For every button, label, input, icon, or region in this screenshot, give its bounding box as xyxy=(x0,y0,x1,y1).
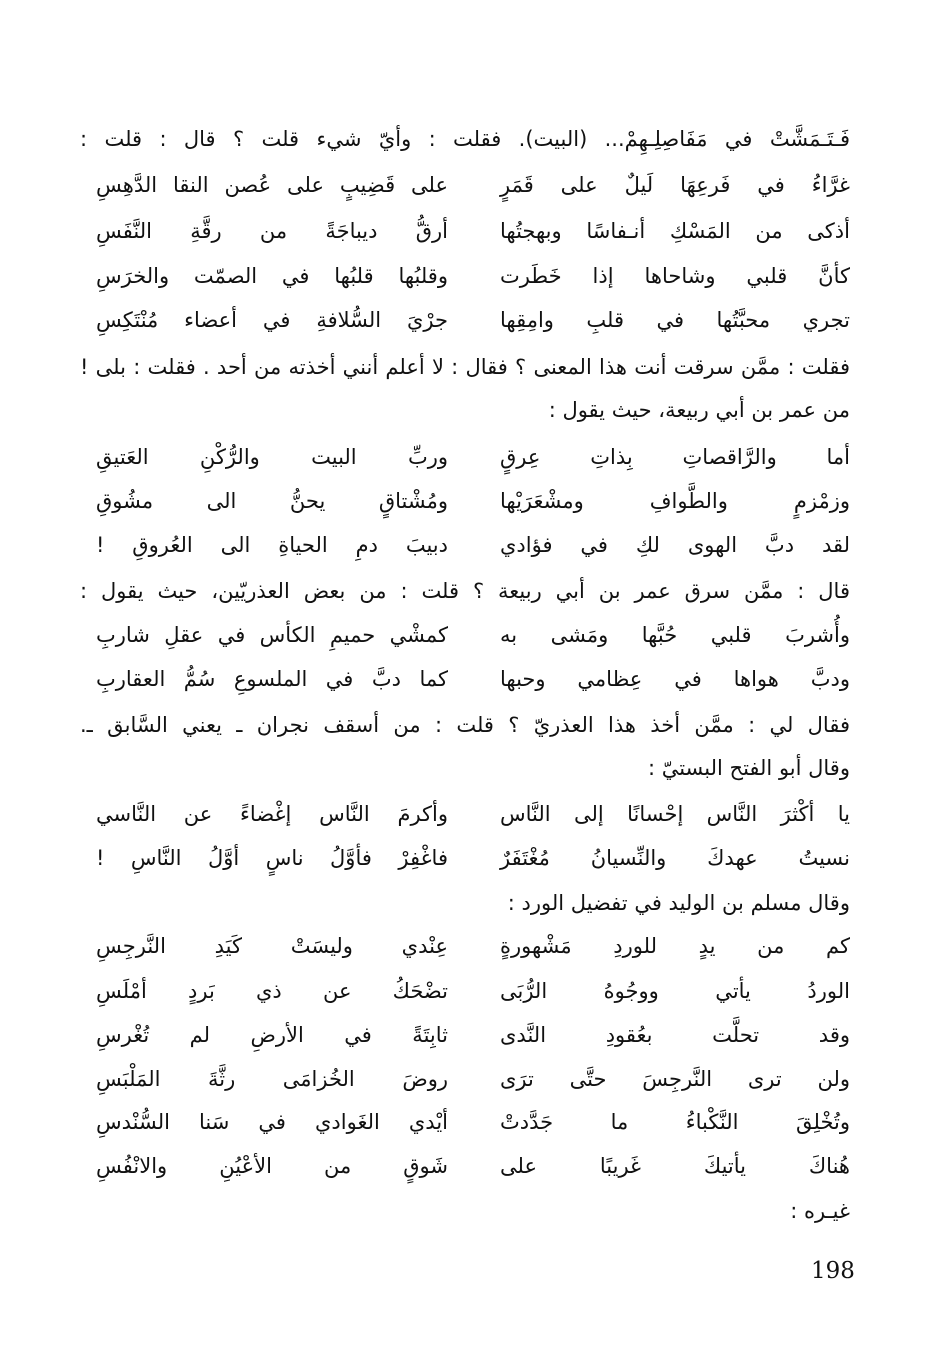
verse-hemistich-first: وزمْزمٍ والطَّوافِ ومشْعَرَيْها xyxy=(500,489,850,513)
verse-hemistich-second: وربِّ البيت والرُّكْنِ العَتيقِ xyxy=(96,445,448,469)
verse-hemistich-second: شَوقٍ من الأعْيُنِ والانْفُسِ xyxy=(96,1154,448,1178)
prose-line: غيـره : xyxy=(790,1199,850,1223)
verse-hemistich-first: لقد دبَّ الهوى لكِ في فؤادي xyxy=(500,533,850,557)
verse-hemistich-second: روضَ الخُزامَى رثَّةَ المَلْبَسِ xyxy=(96,1067,448,1091)
verse-hemistich-first: كأنَّ قلبي وشاحاها إذا خَطَرت xyxy=(500,264,850,288)
verse-hemistich-first: هُناكَ يأتيكَ غَريبًا على xyxy=(500,1154,850,1178)
prose-line: وقال أبو الفتح البستيّ : xyxy=(647,756,850,780)
verse-hemistich-second: جرْيَ السُّلافةِ في أعضاء مُنْتَكِسِ xyxy=(96,308,448,332)
prose-line: فقال لي : ممَّن أخذ هذا العذريّ ؟ قلت : من أسقف نجران ـ يعني السَّابق ـ. xyxy=(80,713,850,737)
verse-hemistich-first: وأُشربَ قلبي حُبَّها ومَشى به xyxy=(500,623,850,647)
verse-hemistich-second: كمشْي حميمِ الكأس في عقلِ شاربِ xyxy=(96,623,448,647)
verse-hemistich-first: ودبَّ هواها في عِظامي وحبها xyxy=(500,667,850,691)
verse-hemistich-second: أيْدي الغَوادي في سَنا السُّنْدسِ xyxy=(96,1110,448,1134)
verse-hemistich-second: كما دبَّ في الملسوعِ سُمُّ العقاربِ xyxy=(96,667,448,691)
verse-hemistich-second: ثابِتَةً في الأرضِ لم تُغْرسِ xyxy=(96,1023,448,1047)
verse-hemistich-second: على قَضِيبٍ على عُصن النقا الدَّهِسِ xyxy=(96,173,448,197)
verse-hemistich-first: أذكى من المَسْكِ أنـفاسًا وبهجتُها xyxy=(500,219,850,243)
verse-hemistich-second: ومُشْتاقٍ يحنُّ الى مشُوقِ xyxy=(96,489,448,513)
page-number: 198 xyxy=(811,1258,855,1284)
verse-hemistich-first: ولن ترى النَّرجِسَ حتَّى ترَى xyxy=(500,1067,850,1091)
verse-hemistich-second: تضْحَكُ عن ذي بَردٍ أمْلَسِ xyxy=(96,979,448,1003)
verse-hemistich-first: وتُخْلِقَ النَّكْباءُ ما جَدَّدتْ xyxy=(500,1110,850,1134)
verse-hemistich-second: أرقُّ ديباجَةً من رقَّةِ النَّفَسِ xyxy=(96,219,448,243)
verse-hemistich-first: وقد تحلَّت بعُقودِ النَّدى xyxy=(500,1023,850,1047)
prose-line: فَـتَـمَشَّتْ في مَفَاصِلِـهِمْ... (البيت). فقلت : وأيّ شيء قلت ؟ قال : قلت : xyxy=(80,127,850,151)
verse-hemistich-second: فاغْفِرْ فأوَّلُ ناسٍ أوَّلُ النَّاسِ ! xyxy=(96,846,448,870)
verse-hemistich-first: كم من يدٍ للوردِ مَشْهورةٍ xyxy=(500,934,850,958)
verse-hemistich-second: وأكرمَ النَّاس إغْضاءً عن النَّاسي xyxy=(96,802,448,826)
verse-hemistich-first: تجري محبَّتُها في قلبِ وامِقِها xyxy=(500,308,850,332)
verse-hemistich-second: عِنْدي وليسَتْ كَيَدِ النَّرجِسِ xyxy=(96,934,448,958)
verse-hemistich-second: دبيبَ دمِ الحياةِ الى العُروقِ ! xyxy=(96,533,448,557)
prose-line: فقلت : ممَّن سرقت أنت هذا المعنى ؟ فقال : لا أعلم أنني أخذته من أحد . فقلت : بلى ! xyxy=(80,355,850,379)
verse-hemistich-first: الوردُ يأتي ووجُوهُ الرُّبَى xyxy=(500,979,850,1003)
verse-hemistich-first: يا أكْثرَ النَّاس إحْسانًا إلى النَّاس xyxy=(500,802,850,826)
verse-hemistich-second: وقلبُها قلبُها في الصمّت والخرَسِ xyxy=(96,264,448,288)
prose-line: قال : ممَّن سرق عمر بن أبي ربيعة ؟ قلت : من بعض العذريّين، حيث يقول : xyxy=(80,579,850,603)
verse-hemistich-first: أما والرَّاقصاتِ بِذاتِ عِرقٍ xyxy=(500,445,850,469)
verse-hemistich-first: نسيتُ عهدكَ والنِّسيانُ مُغْتَفَرٌ xyxy=(500,846,850,870)
verse-hemistich-first: غرَّاءُ في فَرعِهَا لَيلٌ على قَمَرٍ xyxy=(500,173,850,197)
prose-line: وقال مسلم بن الوليد في تفضيل الورد : xyxy=(507,891,850,915)
prose-line: من عمر بن أبي ربيعة، حيث يقول : xyxy=(548,398,850,422)
